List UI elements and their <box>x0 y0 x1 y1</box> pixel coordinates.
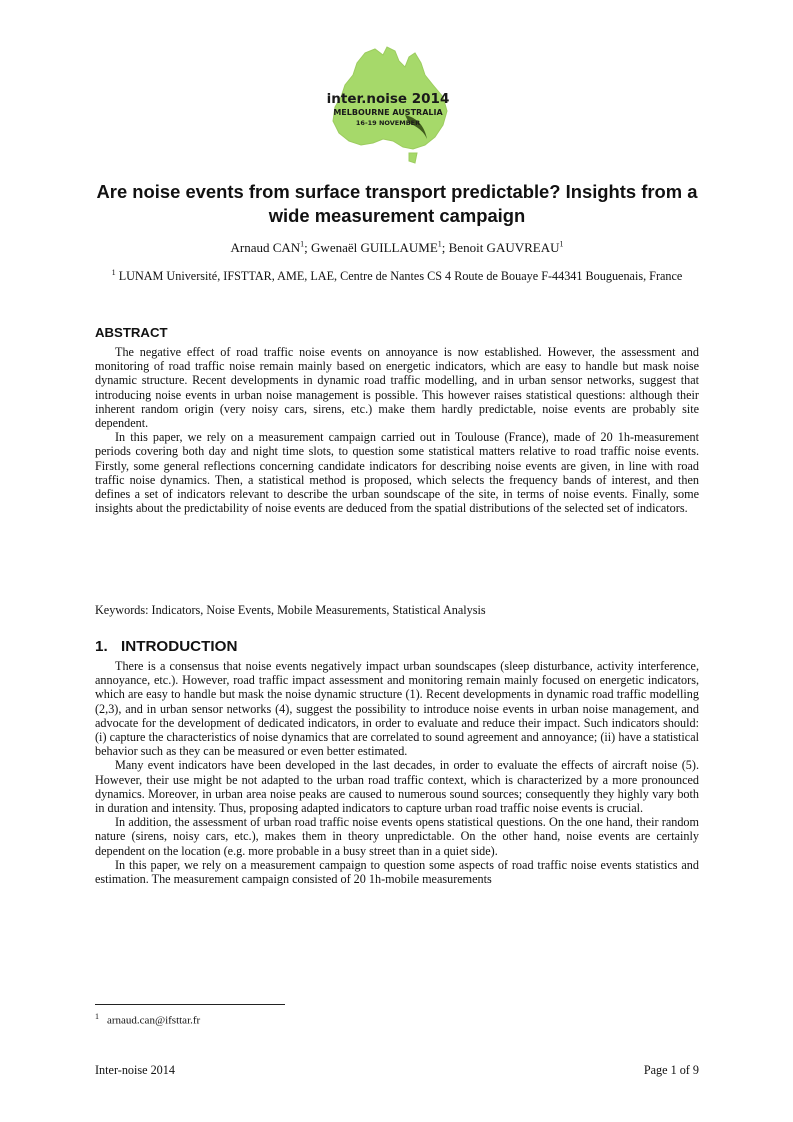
author-name: Arnaud CAN <box>230 240 301 255</box>
logo-line-3: 16-19 NOVEMBER <box>355 119 421 127</box>
intro-paragraph: In this paper, we rely on a measurement campaign to question some aspects of road traffic noise events statistics and estimation. The measurement campaign consisted of 20 1h-mobile measurements <box>95 857 699 887</box>
logo-line-2: MELBOURNE AUSTRALIA <box>333 108 443 117</box>
section-title: INTRODUCTION <box>121 638 238 655</box>
intro-paragraph: Many event indicators have been developed in the last decades, in order to evaluate the effects of aircraft noise (5). However, their use might be not adapted to the urban road traffic context, which is characterized by a more pronounced dynamics. Moreover, in urban area noise peaks are caused to numerous sound sources; consequently they highly vary both in duration and intensity. Thus, proposing adapted indicators to capture urban road traffic noise events is crucial. <box>95 758 699 816</box>
abstract-body <box>95 345 699 515</box>
author-affil-sup: 1 <box>559 239 564 249</box>
footer-conference: Inter-noise 2014 <box>95 1063 175 1077</box>
inter-noise-logo <box>313 45 463 167</box>
abstract-paragraph: In this paper, we rely on a measurement campaign carried out in Toulouse (France), made of 20 1h-measurement periods covering both day and night time slots, to question some statistical matters relative to road traffic noise events. Firstly, some general reflections concerning candidate indicators for describing noise events are given, in line with road traffic noise dynamics. Then, a statistical method is proposed, which selects the frequency bands of interest, and then defines a set of indicators relevant to describe the urban soundscape of the site, in terms of noise events. Finally, some insights about the predictability of noise events are deduced from the spatial distributions of the selected set of indicators. <box>95 430 699 516</box>
footnote-email[interactable]: arnaud.can@ifsttar.fr <box>107 1014 201 1027</box>
intro-paragraph: In addition, the assessment of urban road traffic noise events opens statistical questions. On the one hand, their random nature (sirens, noisy cars, etc.), makes them in theory unpredictable. On the other hand, noise events are certainly dependent on the location (e.g. more probable in a busy street than in a quiet side). <box>95 815 699 858</box>
keywords: Keywords: Indicators, Noise Events, Mobile Measurements, Statistical Analysis <box>95 603 486 617</box>
affiliation-sup: 1 <box>111 267 116 277</box>
footer-page-number: Page 1 of 9 <box>643 1063 699 1077</box>
author-affil-sup: 1 <box>300 239 305 249</box>
footnote-mark: 1 <box>95 1012 99 1021</box>
intro-body <box>95 659 699 886</box>
author-separator: ; <box>441 240 449 255</box>
author-affil-sup: 1 <box>437 239 442 249</box>
author-name: Gwenaël GUILLAUME <box>311 240 438 255</box>
intro-paragraph: There is a consensus that noise events negatively impact urban soundscapes (sleep disturbance, activity interference, annoyance, etc.). However, road traffic impact assessment and monitoring remain mainly focused on energetic indicators, which are easy to handle but mask the noise dynamic structure (1). Recent developments in dynamic road traffic modelling (2,3), and in urban sensor networks (4), suggest the possibility to introduce noise events in urban noise management, and advocate for the development of dedicated indicators, in order to evaluate and reduce their impact. Such indicators should: (i) capture the characteristics of noise dynamics that are correlated to sound agreement and annoyance; (ii) have a statistical behavior such as they can be measured or even better estimated. <box>95 659 699 759</box>
intro-heading <box>95 638 237 656</box>
author-separator: ; <box>304 240 312 255</box>
author-name: Benoit GAUVREAU <box>448 240 560 255</box>
footnote <box>95 1010 200 1028</box>
affiliation-text: LUNAM Université, IFSTTAR, AME, LAE, Centre de Nantes CS 4 Route de Bouaye F-44341 Bouguenais, France <box>118 269 683 283</box>
section-number: 1. <box>95 638 108 655</box>
paper-title: Are noise events from surface transport predictable? Insights from a wide measurement campaign <box>96 181 698 226</box>
footnote-rule <box>95 1004 285 1005</box>
author-list <box>95 240 699 256</box>
abstract-paragraph: The negative effect of road traffic noise events on annoyance is now established. However, the assessment and monitoring of road traffic noise remain mainly based on energetic indicators, which are easy to handle but mask noise dynamic structure. Recent developments in dynamic road traffic modelling, and in urban sensor networks, suggest that introducing noise events in urban noise management is possible. This however raises statistical questions: although their inherent random origin (very noisy cars, sirens, etc.) make them hardly predictable, noise events are probably site dependent. <box>95 345 699 431</box>
affiliation <box>95 263 699 289</box>
logo-line-1: inter.noise 2014 <box>326 91 450 107</box>
abstract-heading: ABSTRACT <box>95 325 168 340</box>
